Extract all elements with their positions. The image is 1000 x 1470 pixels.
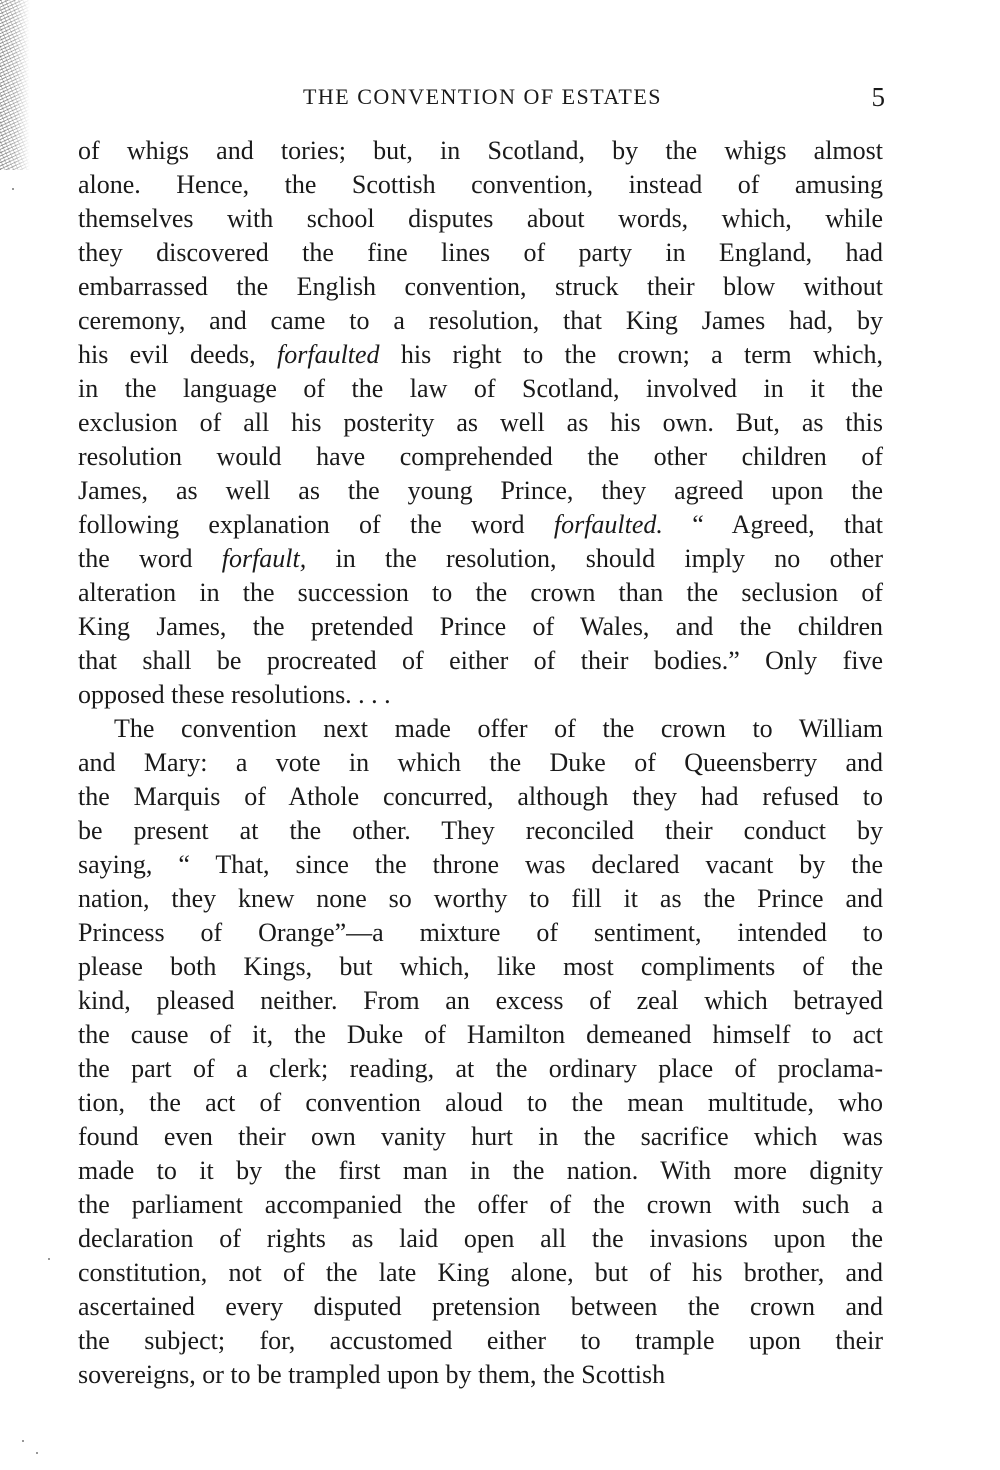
- text-run: Princess of Orange”—a mixture of sentiment, intended to: [78, 918, 883, 947]
- text-run: ceremony, and came to a resolution, that King James had, by: [78, 306, 883, 335]
- paper-speck: [12, 188, 14, 190]
- paragraph: [78, 712, 883, 1392]
- text-run: the Marquis of Athole concurred, although they had refused to: [78, 782, 883, 811]
- text-run: please both Kings, but which, like most compliments of the: [78, 952, 883, 981]
- text-run: the word: [78, 544, 222, 573]
- text-run: declaration of rights as laid open all the invasions upon the: [78, 1224, 883, 1253]
- text-line: [78, 814, 883, 848]
- text-line: [78, 916, 883, 950]
- page-number: 5: [871, 82, 885, 112]
- text-line: [78, 168, 883, 202]
- text-run: saying, “ That, since the throne was declared vacant by the: [78, 850, 883, 879]
- text-run: in the language of the law of Scotland, involved in it the: [78, 374, 883, 403]
- text-run: exclusion of all his posterity as well as his own. But, as this: [78, 408, 883, 437]
- text-line: [78, 508, 883, 542]
- text-line: [78, 882, 883, 916]
- running-head: [80, 82, 885, 112]
- text-run: kind, pleased neither. From an excess of zeal which betrayed: [78, 986, 883, 1015]
- text-line: [78, 1052, 883, 1086]
- text-run: made to it by the first man in the nation. With more dignity: [78, 1156, 883, 1185]
- binding-edge-shadow: [0, 0, 30, 170]
- text-run: James, as well as the young Prince, they agreed upon the: [78, 476, 883, 505]
- text-line: [78, 1222, 883, 1256]
- text-line: [78, 610, 883, 644]
- text-line: [78, 474, 883, 508]
- text-run: of whigs and tories; but, in Scotland, by the whigs almost: [78, 136, 883, 165]
- text-line: [78, 372, 883, 406]
- text-line: [78, 984, 883, 1018]
- running-head-title: THE CONVENTION OF ESTATES: [302, 84, 662, 109]
- text-line: [78, 134, 883, 168]
- text-run: alteration in the succession to the crown than the seclusion of: [78, 578, 883, 607]
- text-line: [78, 644, 883, 678]
- text-line: [78, 1256, 883, 1290]
- text-run: The convention next made offer of the crown to William: [114, 714, 883, 743]
- text-line: [78, 1324, 883, 1358]
- text-run: in the resolution, should imply no other: [306, 544, 883, 573]
- text-line: [78, 746, 883, 780]
- text-line: [78, 576, 883, 610]
- text-run: themselves with school disputes about words, which, while: [78, 204, 883, 233]
- text-line: [78, 780, 883, 814]
- text-line: [78, 1188, 883, 1222]
- paragraph: [78, 134, 883, 712]
- text-line: [78, 542, 883, 576]
- text-line: [78, 338, 883, 372]
- text-run: his evil deeds,: [78, 340, 277, 369]
- paper-speck: [36, 1452, 38, 1454]
- italic-term: forfaulted.: [553, 510, 663, 539]
- text-run: ascertained every disputed pretension between the crown and: [78, 1292, 883, 1321]
- text-run: the part of a clerk; reading, at the ordinary place of proclama-: [78, 1054, 883, 1083]
- text-run: resolution would have comprehended the other children of: [78, 442, 883, 471]
- text-run: “ Agreed, that: [662, 510, 883, 539]
- italic-term: forfaulted: [277, 340, 380, 369]
- text-run: tion, the act of convention aloud to the mean multitude, who: [78, 1088, 883, 1117]
- text-run: the subject; for, accustomed either to trample upon their: [78, 1326, 883, 1355]
- text-run: be present at the other. They reconciled their conduct by: [78, 816, 883, 845]
- text-line: [78, 304, 883, 338]
- text-run: the parliament accompanied the offer of the crown with such a: [78, 1190, 883, 1219]
- text-line: [78, 1290, 883, 1324]
- text-line: [78, 1154, 883, 1188]
- text-line: [78, 440, 883, 474]
- text-line: [78, 236, 883, 270]
- text-run: his right to the crown; a term which,: [379, 340, 884, 369]
- italic-term: forfault,: [221, 544, 307, 573]
- text-run: found even their own vanity hurt in the sacrifice which was: [78, 1122, 883, 1151]
- text-run: sovereigns, or to be trampled upon by them, the Scottish: [78, 1360, 666, 1389]
- text-line: [78, 712, 883, 746]
- text-run: embarrassed the English convention, struck their blow without: [78, 272, 883, 301]
- text-line: [78, 848, 883, 882]
- paper-speck: [22, 1440, 24, 1442]
- text-line: [78, 1358, 883, 1392]
- text-line: [78, 1086, 883, 1120]
- text-line: [78, 678, 883, 712]
- text-line: [78, 270, 883, 304]
- body-text: [78, 134, 883, 1392]
- paper-speck: [48, 1258, 50, 1260]
- text-run: they discovered the fine lines of party in England, had: [78, 238, 883, 267]
- text-line: [78, 202, 883, 236]
- text-run: nation, they knew none so worthy to fill it as the Prince and: [78, 884, 883, 913]
- text-run: opposed these resolutions. . . .: [78, 680, 391, 709]
- text-run: following explanation of the word: [78, 510, 554, 539]
- text-line: [78, 1120, 883, 1154]
- text-line: [78, 406, 883, 440]
- text-run: constitution, not of the late King alone, but of his brother, and: [78, 1258, 883, 1287]
- text-run: and Mary: a vote in which the Duke of Queensberry and: [78, 748, 883, 777]
- text-line: [78, 950, 883, 984]
- text-run: that shall be procreated of either of their bodies.” Only five: [78, 646, 883, 675]
- text-run: King James, the pretended Prince of Wales, and the children: [78, 612, 883, 641]
- text-line: [78, 1018, 883, 1052]
- text-run: alone. Hence, the Scottish convention, instead of amusing: [78, 170, 883, 199]
- text-run: the cause of it, the Duke of Hamilton demeaned himself to act: [78, 1020, 883, 1049]
